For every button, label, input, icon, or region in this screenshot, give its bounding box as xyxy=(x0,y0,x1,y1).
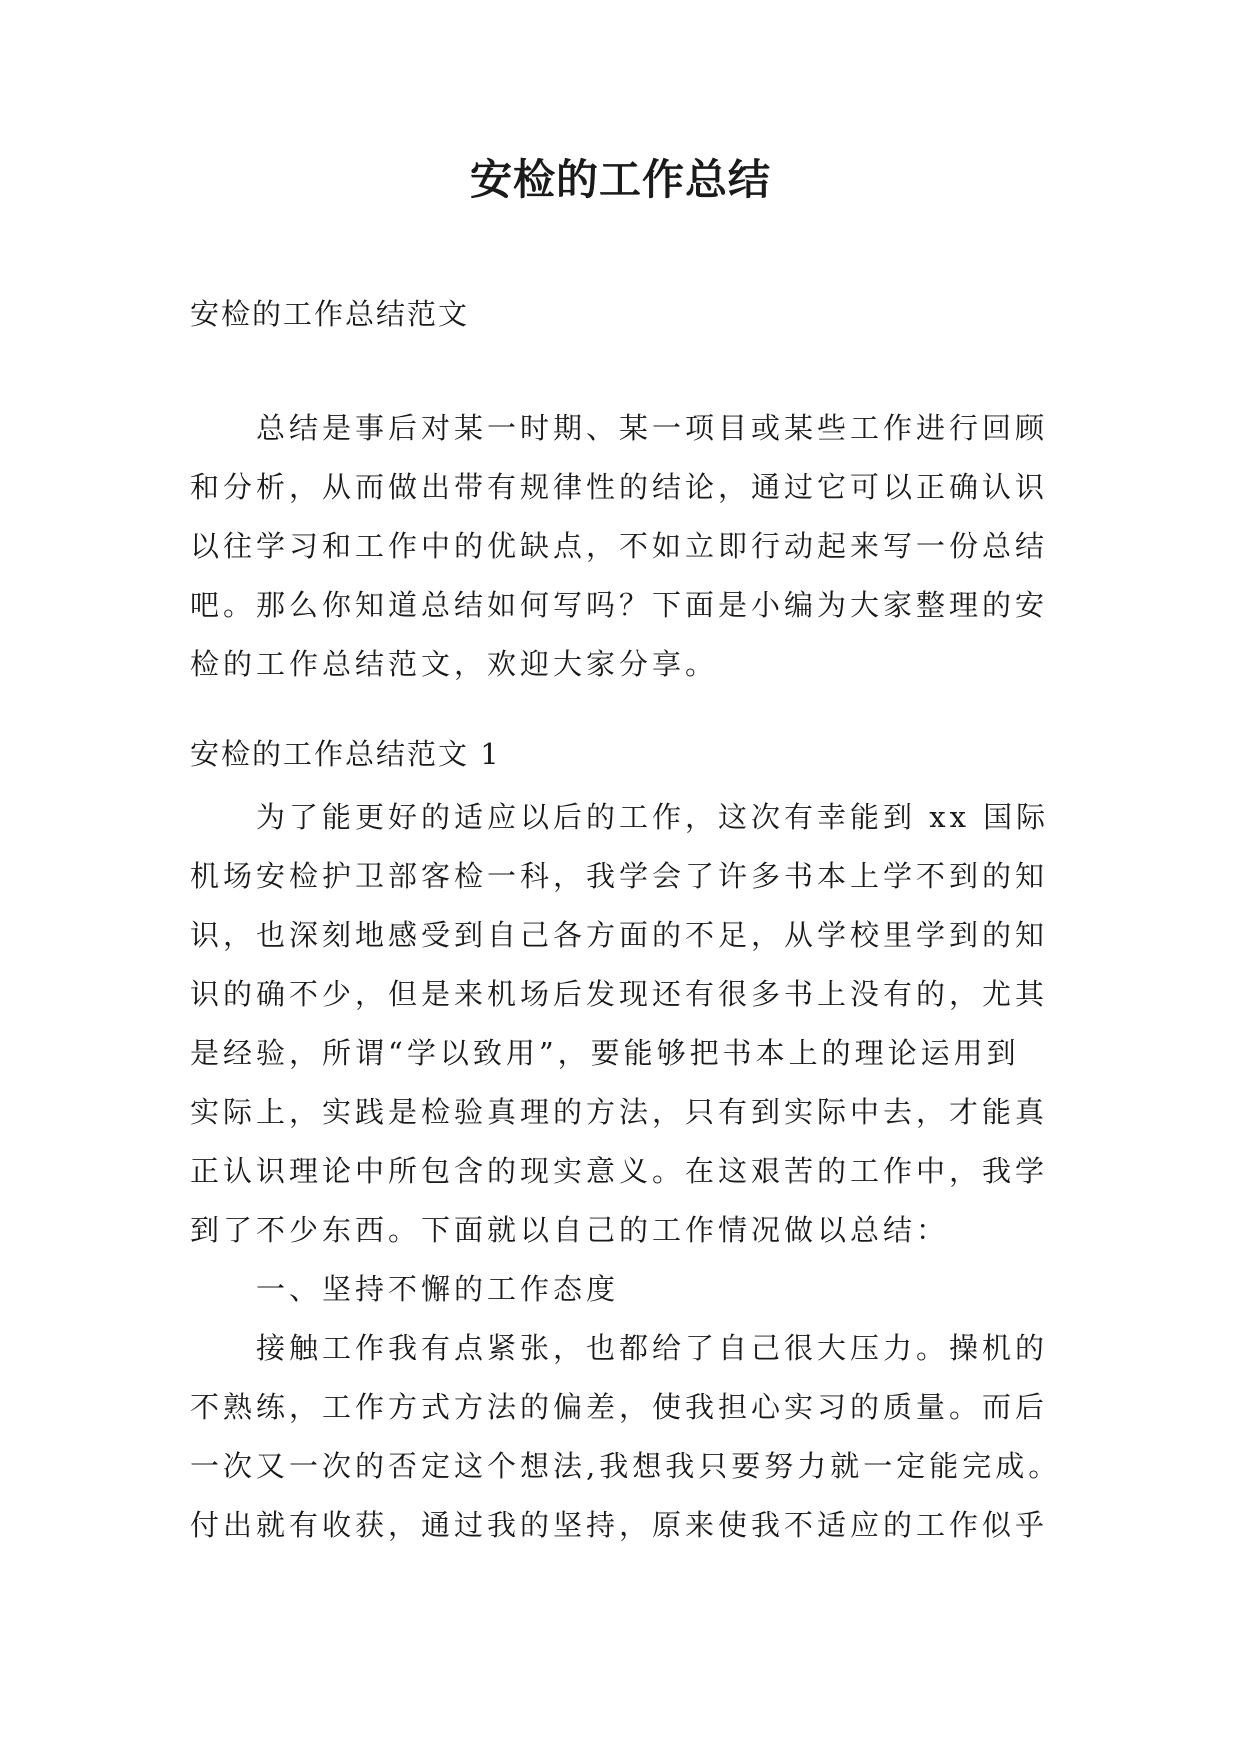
text-line: 和分析，从而做出带有规律性的结论，通过它可以正确认识 xyxy=(190,470,1049,504)
text-line: 是经验，所谓“学以致用”，要能够把书本上的理论运用到 xyxy=(190,1036,1020,1070)
document-title: 安检的工作总结 xyxy=(469,155,771,204)
document-subtitle: 安检的工作总结范文 xyxy=(190,297,470,331)
text-line: 为了能更好的适应以后的工作，这次有幸能到 xx 国际 xyxy=(256,800,1050,834)
intro-paragraph xyxy=(190,399,1050,694)
text-line: 以往学习和工作中的优缺点，不如立即行动起来写一份总结 xyxy=(190,529,1049,563)
text-line: 正认识理论中所包含的现实意义。在这艰苦的工作中，我学 xyxy=(190,1154,1049,1188)
text-line: 检的工作总结范文，欢迎大家分享。 xyxy=(190,647,719,681)
text-line: 一次又一次的否定这个想法,我想我只要努力就一定能完成。 xyxy=(190,1449,1062,1483)
text-line: 到了不少东西。下面就以自己的工作情况做以总结： xyxy=(190,1213,950,1247)
text-line: 机场安检护卫部客检一科，我学会了许多书本上学不到的知 xyxy=(190,859,1049,893)
text-line: 总结是事后对某一时期、某一项目或某些工作进行回顾 xyxy=(256,411,1049,445)
text-line: 实际上，实践是检验真理的方法，只有到实际中去，才能真 xyxy=(190,1095,1049,1129)
text-line: 识的确不少，但是来机场后发现还有很多书上没有的，尤其 xyxy=(190,977,1049,1011)
text-line: 接触工作我有点紧张，也都给了自己很大压力。操机的 xyxy=(256,1331,1049,1365)
text-line: 不熟练，工作方式方法的偏差，使我担心实习的质量。而后 xyxy=(190,1390,1049,1424)
subsection-heading: 一、坚持不懈的工作态度 xyxy=(256,1272,620,1306)
text-line: 吧。那么你知道总结如何写吗？下面是小编为大家整理的安 xyxy=(190,588,1049,622)
text-line: 识，也深刻地感受到自己各方面的不足，从学校里学到的知 xyxy=(190,918,1049,952)
text-line: 付出就有收获，通过我的坚持，原来使我不适应的工作似乎 xyxy=(190,1508,1049,1542)
section-heading: 安检的工作总结范文 1 xyxy=(190,737,501,771)
section-1-body xyxy=(190,788,1062,1555)
